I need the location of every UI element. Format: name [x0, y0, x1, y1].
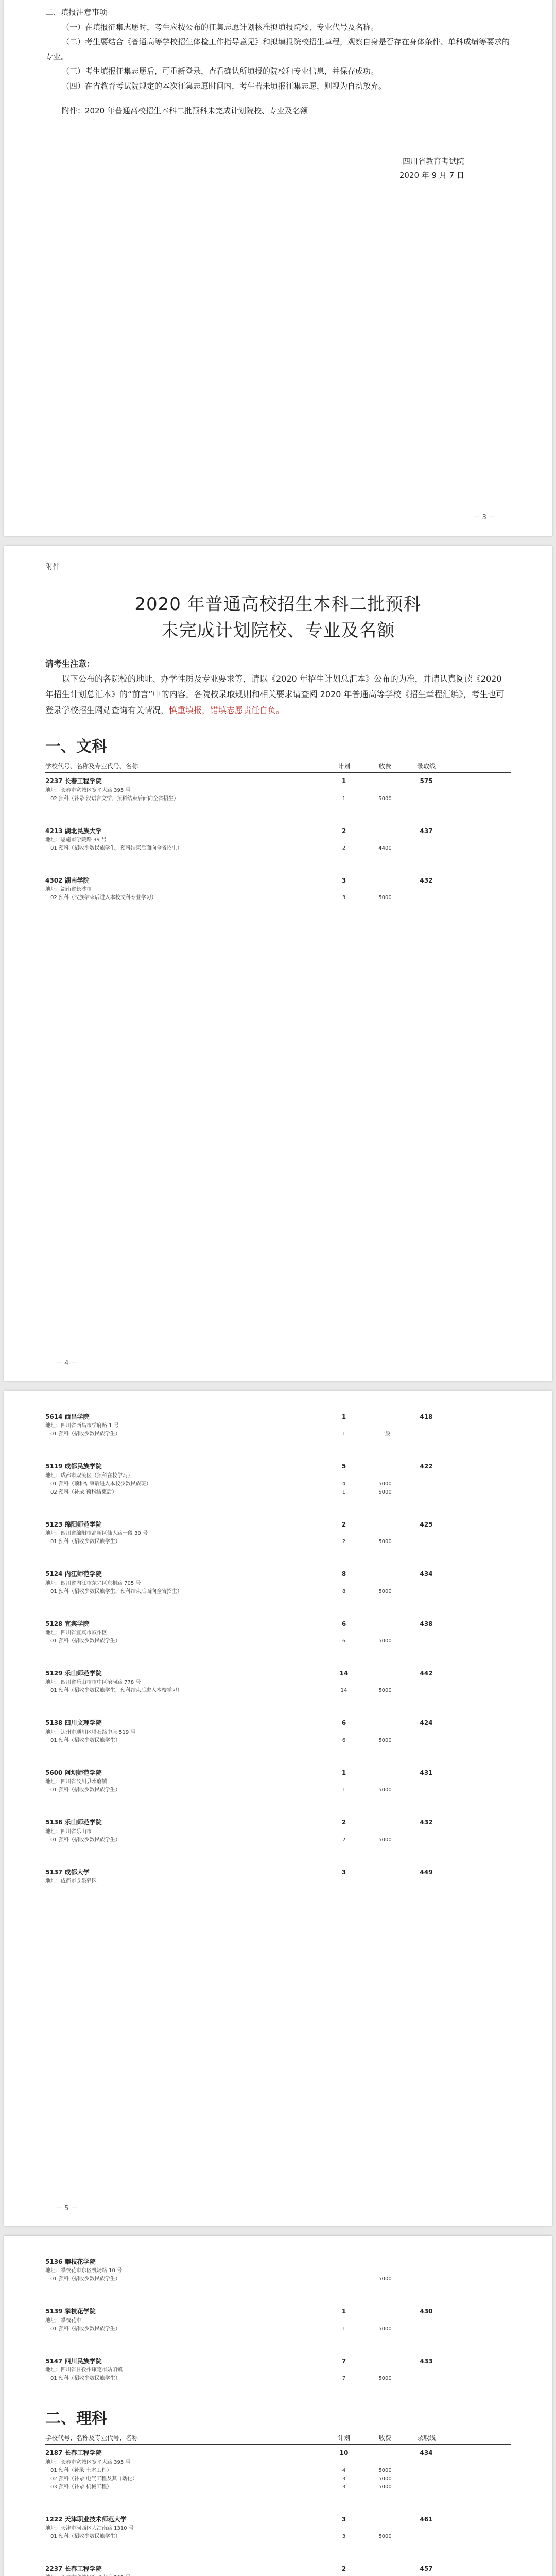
school-row	[45, 2356, 511, 2366]
school-name: 4213 湖北民族大学	[45, 827, 102, 835]
major-plan: 2	[342, 1837, 346, 1843]
major-plan: 6	[342, 1737, 346, 1743]
school-name: 5136 攀枝花学院	[45, 2258, 96, 2265]
school-plan: 3	[341, 2515, 346, 2523]
issue-date: 2020 年 9 月 7 日	[399, 170, 464, 180]
school-row	[45, 2514, 511, 2524]
school-fee	[364, 2306, 406, 2316]
paragraph: （三）考生填报征集志愿后，可重新登录，查看确认所填报的院校和专业信息，并保存成功。	[62, 66, 379, 76]
major-plan: 3	[342, 895, 346, 901]
school-entry	[45, 1519, 511, 1546]
school-address: 地址：天津市河西区大沽南路 1310 号	[45, 2525, 134, 2531]
school-list	[45, 2257, 511, 2383]
major-spacer	[406, 2325, 447, 2333]
major-row	[45, 1480, 511, 1488]
school-fee	[364, 826, 406, 836]
school-row	[45, 826, 511, 836]
major-spacer	[406, 1430, 447, 1438]
school-entry	[45, 2257, 511, 2283]
school-name: 5129 乐山师范学院	[45, 1669, 102, 1677]
school-address: 地址：成都市双流区（预科在校学习）	[45, 1472, 133, 1479]
school-entry	[45, 776, 511, 803]
school-address	[45, 2574, 511, 2576]
major-fee: 5000	[378, 1787, 392, 1793]
school-fee	[364, 2448, 406, 2458]
notice-text-a: 以下公布的各院校的地址、办学性质及专业要求等，请以《2020 年招生计划总汇本》公布的为准，并请认真阅读《2020 年招生计划总汇本》的“前言”中的内容。各院校录取规则和相关要求请查阅 2020 年普通高等学校《招生章程汇编》，考生也可登录学校招生网站查询有关情况，	[45, 674, 505, 715]
major-fee: 5000	[378, 2533, 392, 2539]
school-address: 地址：四川省汶川县水磨镇	[45, 1779, 107, 1785]
school-fee	[364, 1461, 406, 1471]
school-fee	[364, 1619, 406, 1629]
school-row	[45, 1718, 511, 1728]
major-plan: 7	[342, 2376, 346, 2382]
school-name: 5147 四川民族学院	[45, 2357, 102, 2365]
title-line-1: 2020 年普通高校招生本科二批预科	[134, 594, 422, 615]
school-score: 449	[420, 1868, 433, 1876]
major-name: 01 预科（招收少数民族学生，预科结束后进入本校学习）	[50, 1688, 182, 1694]
header-fee: 收费	[378, 762, 391, 770]
section-heading: 二、填报注意事项	[45, 8, 108, 17]
school-score: 422	[420, 1463, 433, 1470]
major-row	[45, 1538, 511, 1546]
school-score: 437	[420, 827, 433, 835]
major-name: 01 预科（招收少数民族学生）	[50, 2326, 120, 2332]
major-name: 03 预科（补录·机械工程）	[50, 2484, 112, 2490]
school-name: 5123 绵阳师范学院	[45, 1520, 102, 1528]
school-plan: 5	[341, 1463, 346, 1470]
school-fee	[364, 875, 406, 886]
major-row	[45, 1430, 511, 1438]
school-plan: 1	[341, 1769, 346, 1776]
major-name: 02 预科（汉族结束后进入本校文科专业学习）	[50, 895, 157, 901]
major-fee: 5000	[378, 895, 392, 901]
major-plan: 8	[342, 1588, 346, 1595]
major-row	[45, 2533, 511, 2541]
school-fee	[364, 1768, 406, 1778]
major-spacer	[406, 1836, 447, 1844]
paragraph: （二）考生要结合《普通高等学校招生体检工作指导意见》和拟填报院校招生章程，观察自身是否存在身体条件、单科成绩等要求的专业。	[45, 37, 510, 61]
school-row	[45, 776, 511, 786]
major-spacer	[406, 844, 447, 853]
attachment-line: 附件：2020 年普通高校招生本科二批预科未完成计划院校、专业及名额	[62, 106, 308, 115]
school-address: 地址：四川省宜宾市叙州区	[45, 1630, 107, 1636]
school-score: 431	[420, 1769, 433, 1776]
notice-text-highlight: 慎重填报，错填志愿责任自负。	[169, 705, 285, 715]
school-plan	[323, 2257, 364, 2267]
major-plan: 1	[342, 1787, 346, 1793]
major-row	[45, 894, 511, 902]
school-fee	[364, 1569, 406, 1579]
major-fee: 5000	[378, 1481, 392, 1487]
school-plan: 3	[341, 1868, 346, 1876]
school-name: 5600 阿坝师范学院	[45, 1769, 102, 1776]
header-score: 录取线	[416, 2434, 436, 2442]
school-fee	[364, 1412, 406, 1422]
school-address: 地址：长春市宽城区宽平大路 395 号	[45, 2459, 131, 2465]
major-fee: 一般	[380, 1431, 390, 1437]
major-plan: 3	[342, 2484, 346, 2490]
school-address: 地址：湖南省长沙市	[45, 887, 92, 893]
major-spacer	[406, 1480, 447, 1488]
school-row	[45, 875, 511, 886]
header-plan: 计划	[337, 762, 350, 770]
school-list	[45, 1412, 511, 1886]
school-address: 地址：四川省乐山市市中区滨河路 778 号	[45, 1680, 141, 1686]
school-row	[45, 1619, 511, 1629]
major-row	[45, 1786, 511, 1794]
major-name: 01 预科（招收少数民族学生）	[50, 2276, 120, 2282]
school-row	[45, 1817, 511, 1827]
major-row	[45, 2483, 511, 2492]
school-score: 432	[420, 876, 433, 884]
page-number: － 4 －	[56, 1360, 78, 1367]
major-row	[45, 1637, 511, 1646]
school-fee	[364, 1519, 406, 1530]
major-fee: 5000	[378, 2484, 392, 2490]
major-name: 01 预科（招收少数民族学生，预科结束后面向全省招生）	[50, 845, 182, 851]
header-score: 录取线	[416, 762, 436, 770]
school-score	[406, 2257, 447, 2267]
header-school: 学校代号、名称及专业代号、名称	[45, 762, 138, 770]
major-plan: 1	[342, 1489, 346, 1495]
school-score: 430	[420, 2308, 433, 2315]
document-page-2	[4, 546, 552, 1381]
school-entry	[45, 826, 511, 853]
major-spacer	[406, 1737, 447, 1745]
school-address: 地址：攀枝花市	[45, 2317, 81, 2324]
school-score: 418	[420, 1413, 433, 1420]
school-name: 5136 乐山师范学院	[45, 1819, 102, 1826]
school-row	[45, 1668, 511, 1679]
school-entry	[45, 1412, 511, 1438]
major-row	[45, 1737, 511, 1745]
header-fee: 收费	[378, 2434, 391, 2442]
school-list	[45, 776, 511, 902]
major-plan	[323, 2275, 364, 2283]
school-fee	[364, 1668, 406, 1679]
notice-text	[45, 671, 511, 718]
school-address: 地址：四川省内江市东兴区东桐路 705 号	[45, 1580, 141, 1586]
school-fee	[364, 776, 406, 786]
major-name: 02 预科（补录·预科结束后）	[50, 1489, 117, 1495]
school-row	[45, 1768, 511, 1778]
issuer-org: 四川省教育考试院	[402, 156, 464, 166]
school-plan: 2	[341, 1520, 346, 1528]
major-plan: 6	[342, 1638, 346, 1644]
school-address: 地址：长春市宽城区宽平大路 395 号	[45, 787, 131, 793]
school-address: 地址：四川省乐山市	[45, 1828, 92, 1835]
major-fee: 5000	[378, 1837, 392, 1843]
school-fee	[364, 2257, 406, 2267]
major-row	[45, 1836, 511, 1844]
major-row	[45, 795, 511, 803]
major-row	[45, 1588, 511, 1596]
major-plan: 1	[342, 795, 346, 802]
school-score: 434	[420, 1570, 433, 1578]
school-entry	[45, 1461, 511, 1496]
major-fee: 5000	[378, 2276, 392, 2282]
school-name: 2237 长春工程学院	[45, 777, 102, 785]
school-row	[45, 1461, 511, 1471]
school-score: 432	[420, 1819, 433, 1826]
school-address: 地址：攀枝花市东区机场路 10 号	[45, 2268, 123, 2274]
school-name: 5119 成都民族学院	[45, 1463, 102, 1470]
table-header	[45, 761, 511, 773]
school-entry	[45, 2448, 511, 2491]
major-plan: 4	[342, 1481, 346, 1487]
document-page-3	[4, 1391, 552, 2226]
major-name: 01 预科（招收少数民族学生，预科结束后面向全省招生）	[50, 1588, 182, 1595]
paragraph: （四）在省教育考试院规定的本次征集志愿时间内，考生若未填报征集志愿，则视为自动放弃。	[62, 81, 387, 91]
school-plan: 2	[341, 1819, 346, 1826]
school-plan: 6	[341, 1719, 346, 1727]
major-name: 01 预科（招收少数民族学生）	[50, 2376, 120, 2382]
major-fee: 4400	[378, 845, 392, 851]
school-list	[45, 2448, 511, 2576]
school-entry	[45, 2306, 511, 2333]
school-score: 424	[420, 1719, 433, 1727]
school-row	[45, 1569, 511, 1579]
school-address: 地址：达州市通川区塔石路中段 519 号	[45, 1729, 136, 1735]
major-name: 02 预科（补录·电气工程及其自动化）	[50, 2476, 138, 2482]
major-spacer	[406, 2375, 447, 2383]
school-fee	[364, 2564, 406, 2574]
document-page-4	[4, 2236, 552, 2576]
school-address: 地址：四川省西昌市学府路 1 号	[45, 1423, 119, 1429]
major-row	[45, 1687, 511, 1695]
school-name: 5138 四川文理学院	[45, 1719, 102, 1727]
school-row	[45, 2448, 511, 2458]
school-entry	[45, 1668, 511, 1695]
major-row	[45, 2275, 511, 2283]
header-plan: 计划	[337, 2434, 350, 2442]
school-name: 2237 长春工程学院	[45, 2565, 102, 2572]
school-entry	[45, 1817, 511, 1844]
major-name: 01 预科（招收少数民族学生）	[50, 1431, 120, 1437]
major-fee: 5000	[378, 2476, 392, 2482]
school-entry	[45, 2356, 511, 2383]
major-fee: 5000	[378, 1489, 392, 1495]
school-entry	[45, 2514, 511, 2541]
school-plan: 1	[341, 2308, 346, 2315]
major-fee: 5000	[378, 2467, 392, 2473]
school-fee	[364, 2356, 406, 2366]
major-plan: 1	[342, 2326, 346, 2332]
school-row	[45, 2306, 511, 2316]
major-plan: 2	[342, 845, 346, 851]
school-plan: 14	[339, 1669, 349, 1677]
major-name: 01 预科（预科结束后进入本校少数民族班）	[50, 1481, 151, 1487]
school-plan: 6	[341, 1620, 346, 1628]
major-fee: 5000	[378, 2376, 392, 2382]
paragraph: （一）在填报征集志愿时，考生应按公布的征集志愿计划核准拟填报院校、专业代号及名称。	[62, 22, 379, 32]
major-fee: 5000	[378, 795, 392, 802]
school-score: 433	[420, 2357, 433, 2365]
major-spacer	[406, 1786, 447, 1794]
major-row	[45, 2467, 511, 2475]
school-entry	[45, 1619, 511, 1646]
school-row	[45, 2564, 511, 2574]
school-name: 5139 攀枝花学院	[45, 2308, 96, 2315]
school-entry	[45, 2564, 511, 2576]
school-entry	[45, 1569, 511, 1596]
major-row	[45, 844, 511, 853]
school-score: 434	[420, 2449, 433, 2457]
school-address: 地址：恩施市学院路 39 号	[45, 837, 107, 843]
school-name: 5614 西昌学院	[45, 1413, 90, 1420]
section-title-liberal-arts: 一、文科	[45, 738, 107, 756]
school-plan: 2	[341, 2565, 346, 2572]
school-fee	[364, 2514, 406, 2524]
major-spacer	[406, 1588, 447, 1596]
school-address: 地址：四川省绵阳市高新区仙人路一段 30 号	[45, 1531, 148, 1537]
school-row	[45, 1412, 511, 1422]
table-header	[45, 2433, 511, 2445]
major-spacer	[406, 894, 447, 902]
major-row	[45, 1488, 511, 1497]
school-entry	[45, 1768, 511, 1794]
school-entry	[45, 1867, 511, 1886]
school-fee	[364, 1718, 406, 1728]
school-name: 5137 成都大学	[45, 1868, 90, 1876]
school-name: 2187 长春工程学院	[45, 2449, 102, 2457]
school-address: 地址：四川省甘孜州康定市姑咱镇	[45, 2367, 123, 2374]
page-number: － 3 －	[473, 514, 495, 521]
school-fee	[364, 1817, 406, 1827]
school-score: 575	[420, 777, 433, 785]
section-title-science: 二、理科	[45, 2410, 107, 2428]
attachment-label: 附件	[45, 563, 60, 571]
school-entry	[45, 875, 511, 902]
major-plan: 3	[342, 2533, 346, 2539]
page-number: － 5 －	[56, 2205, 78, 2212]
major-name: 02 预科（补录·汉语言文学，预科结束后面向全省招生）	[50, 795, 179, 802]
school-entry	[45, 1718, 511, 1744]
school-plan: 7	[341, 2357, 346, 2365]
school-plan: 3	[341, 876, 346, 884]
major-row	[45, 2375, 511, 2383]
header-school: 学校代号、名称及专业代号、名称	[45, 2434, 138, 2442]
school-plan: 8	[341, 1570, 346, 1578]
notice-heading: 请考生注意：	[45, 659, 95, 669]
major-spacer	[406, 2275, 447, 2283]
major-spacer	[406, 795, 447, 803]
major-spacer	[406, 1538, 447, 1546]
major-plan: 3	[342, 2476, 346, 2482]
school-name: 5124 内江师范学院	[45, 1570, 102, 1578]
major-fee: 5000	[378, 1688, 392, 1694]
document-page-1	[4, 0, 552, 536]
school-name: 1222 天津职业技术师范大学	[45, 2515, 127, 2523]
major-plan: 2	[342, 1539, 346, 1545]
school-name: 4302 湖南学院	[45, 876, 90, 884]
major-fee: 5000	[378, 1737, 392, 1743]
school-fee	[364, 1867, 406, 1877]
school-name: 5128 宜宾学院	[45, 1620, 90, 1628]
school-plan: 1	[341, 777, 346, 785]
major-fee: 5000	[378, 1539, 392, 1545]
school-score: 461	[420, 2515, 433, 2523]
school-score: 457	[420, 2565, 433, 2572]
major-name: 01 预科（招收少数民族学生）	[50, 1787, 120, 1793]
major-name: 01 预科（招收少数民族学生）	[50, 1737, 120, 1743]
major-name: 01 预科（招收少数民族学生）	[50, 1638, 120, 1644]
major-name: 01 预科（招收少数民族学生）	[50, 1837, 120, 1843]
school-row	[45, 1519, 511, 1530]
school-score: 425	[420, 1520, 433, 1528]
major-fee: 5000	[378, 1588, 392, 1595]
major-spacer	[406, 2475, 447, 2483]
major-plan: 1	[342, 1431, 346, 1437]
major-plan: 14	[340, 1688, 348, 1694]
document-title	[45, 591, 511, 644]
major-fee: 5000	[378, 1638, 392, 1644]
school-plan: 2	[341, 827, 346, 835]
school-plan: 1	[341, 1413, 346, 1420]
major-spacer	[406, 2467, 447, 2475]
major-spacer	[406, 1637, 447, 1646]
school-row	[45, 2257, 511, 2267]
major-fee: 5000	[378, 2326, 392, 2332]
major-plan: 4	[342, 2467, 346, 2473]
school-row	[45, 1867, 511, 1877]
major-name: 01 预科（招收少数民族学生）	[50, 1539, 120, 1545]
title-line-2: 未完成计划院校、专业及名额	[161, 620, 395, 641]
major-spacer	[406, 1488, 447, 1497]
major-row	[45, 2475, 511, 2483]
school-score: 438	[420, 1620, 433, 1628]
school-score: 442	[420, 1669, 433, 1677]
school-address: 地址：成都市龙泉驿区	[45, 1878, 97, 1884]
school-plan: 10	[339, 2449, 349, 2457]
major-name: 01 预科（补录·土木工程）	[50, 2467, 112, 2473]
major-spacer	[406, 1687, 447, 1695]
major-row	[45, 2325, 511, 2333]
major-spacer	[406, 2483, 447, 2492]
major-spacer	[406, 2533, 447, 2541]
major-name: 01 预科（招收少数民族学生）	[50, 2533, 120, 2539]
